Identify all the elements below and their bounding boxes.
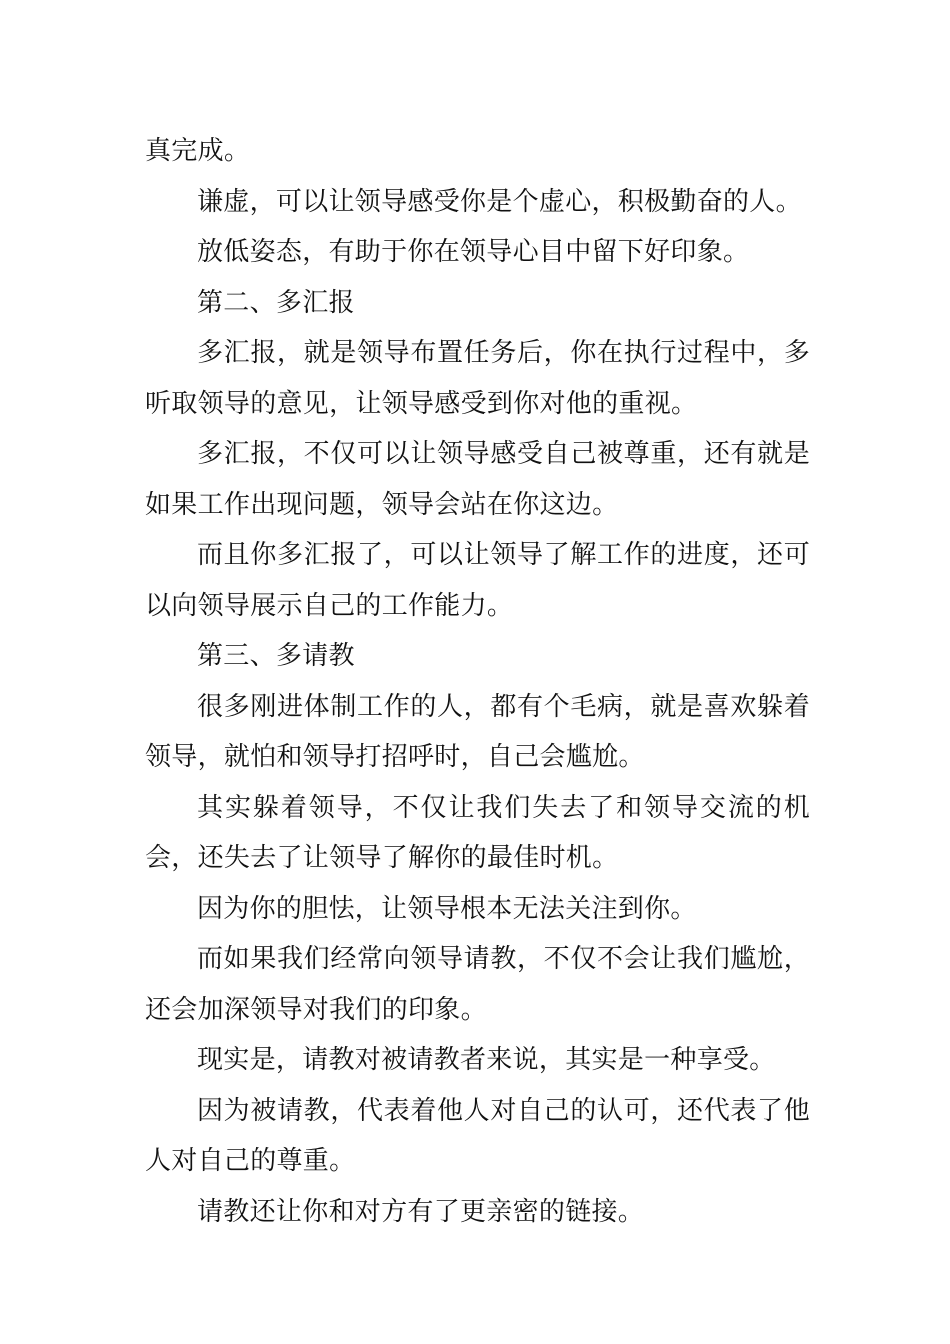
paragraph: 真完成。: [145, 136, 251, 166]
document-body: [145, 126, 810, 1237]
paragraph: 多汇报，不仅可以让领导感受自己被尊重，还有就是如果工作出现问题，领导会站在你这边。: [145, 439, 810, 520]
paragraph: 因为被请教，代表着他人对自己的认可，还代表了他人对自己的尊重。: [145, 1095, 810, 1176]
paragraph: 其实躲着领导，不仅让我们失去了和领导交流的机会，还失去了让领导了解你的最佳时机。: [145, 792, 810, 873]
paragraph: 而如果我们经常向领导请教，不仅不会让我们尴尬，还会加深领导对我们的印象。: [145, 944, 810, 1025]
paragraph: 因为你的胆怯，让领导根本无法关注到你。: [197, 893, 697, 924]
section-heading: 第二、多汇报: [197, 287, 355, 318]
paragraph: 多汇报，就是领导布置任务后，你在执行过程中，多听取领导的意见，让领导感受到你对他的重视。: [145, 338, 810, 419]
paragraph: 现实是，请教对被请教者来说，其实是一种享受。: [197, 1045, 776, 1075]
paragraph: 而且你多汇报了，可以让领导了解工作的进度，还可以向领导展示自己的工作能力。: [145, 540, 810, 621]
section-heading: 第三、多请教: [197, 641, 355, 671]
paragraph: 放低姿态，有助于你在领导心目中留下好印象。: [197, 237, 750, 267]
paragraph: 谦虚，可以让领导感受你是个虚心，积极勤奋的人。: [197, 186, 802, 217]
paragraph: 请教还让你和对方有了更亲密的链接。: [197, 1196, 645, 1227]
paragraph: 很多刚进体制工作的人，都有个毛病，就是喜欢躲着领导，就怕和领导打招呼时，自己会尴尬。: [145, 691, 810, 772]
